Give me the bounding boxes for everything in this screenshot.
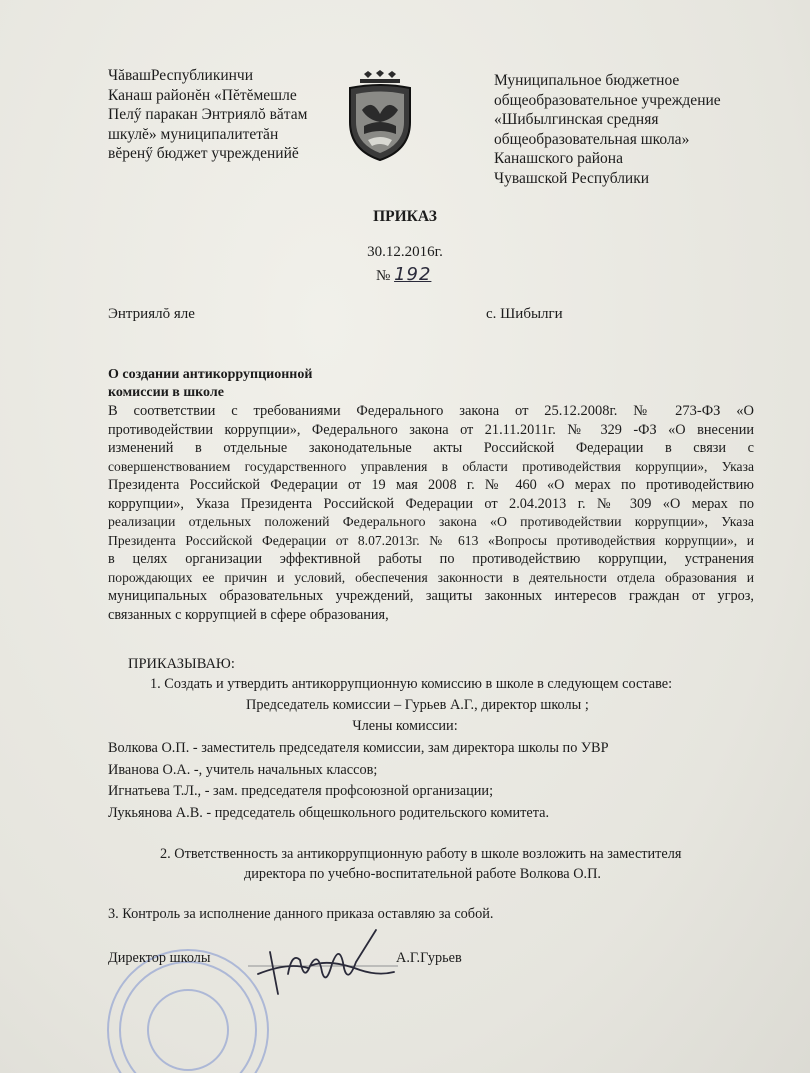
item-2-line-2: директора по учебно-воспитательной работе Волкова О.П. bbox=[244, 866, 601, 882]
order-word: ПРИКАЗЫВАЮ: bbox=[128, 656, 235, 672]
body-line: противодействии коррупции», Федерального закона от 21.11.2011г. № 329 -ФЗ «О внесении bbox=[108, 421, 754, 438]
body-line: в целях организации эффективной работы по противодействию коррупции, устранения bbox=[108, 551, 754, 567]
header-left-line: шкулĕ» муниципалитетăн bbox=[108, 125, 279, 143]
subject bbox=[108, 366, 312, 402]
members-list bbox=[108, 738, 609, 824]
header-right-line: общеобразовательное учреждение bbox=[494, 91, 721, 109]
member-item: Иванова О.А. -, учитель начальных классов; bbox=[108, 761, 378, 778]
signature-icon bbox=[248, 922, 398, 1002]
body-line: муниципальных образовательных учреждений, защиты законных интересов граждан от угроз, bbox=[108, 588, 754, 604]
members-heading: Члены комиссии: bbox=[352, 718, 458, 734]
member-item: Лукьянова А.В. - председатель общешкольного родительского комитета. bbox=[108, 804, 550, 821]
body-line: изменений в отдельные законодательные акты Российской Федерации в связи с bbox=[108, 440, 754, 456]
header-right bbox=[494, 71, 721, 188]
document-date: 30.12.2016г. bbox=[367, 244, 443, 260]
signature-name: А.Г.Гурьев bbox=[396, 950, 462, 966]
member-item: Игнатьева Т.Л., - зам. председателя профсоюзной организации; bbox=[108, 783, 494, 799]
body-paragraph bbox=[108, 402, 754, 624]
subject-line: О создании антикоррупционной bbox=[108, 367, 313, 382]
header-left-line: Пелӳ паракан Энтриялŏ вăтам bbox=[108, 106, 308, 123]
place-right: с. Шибылги bbox=[486, 306, 563, 322]
member-item: Волкова О.П. - заместитель председателя комиссии, зам директора школы по УВР bbox=[108, 740, 609, 756]
header-left-line: ЧăвашРеспубликинчи bbox=[108, 67, 254, 84]
item-1: 1. Создать и утвердить антикоррупционную комиссию в школе в следующем составе: bbox=[150, 676, 673, 692]
item-3: 3. Контроль за исполнение данного приказа оставляю за собой. bbox=[108, 906, 494, 922]
number-handwritten: 192 bbox=[394, 264, 432, 285]
header-left-line: вĕренӳ бюджет учрежденийĕ bbox=[108, 145, 299, 162]
header-right-line: Муниципальное бюджетное bbox=[494, 72, 680, 89]
subject-line: комиссии в школе bbox=[108, 385, 224, 400]
header-right-line: общеобразовательная школа» bbox=[494, 130, 690, 148]
document-title: ПРИКАЗ bbox=[373, 208, 437, 225]
body-line: связанных с коррупцией в сфере образования, bbox=[108, 606, 389, 623]
body-line: Президента Российской Федерации от 8.07.2013г. № 613 «Вопросы противодействия коррупции», и bbox=[108, 532, 754, 548]
body-line: коррупции», Указа Президента Российской Федерации от 2.04.2013 г. № 309 «О мерах по bbox=[108, 495, 754, 512]
header-left bbox=[108, 66, 307, 164]
body-line: Президента Российской Федерации от 19 мая 2008 г. № 460 «О мерах по противодействию bbox=[108, 477, 754, 493]
place-left: Энтриялŏ яле bbox=[108, 306, 195, 322]
document-number bbox=[376, 264, 431, 285]
header-right-line: «Шибылгинская средняя bbox=[494, 111, 659, 128]
signature-title: Директор школы bbox=[108, 950, 211, 966]
body-line: В соответствии с требованиями Федерального закона от 25.12.2008г. № 273-ФЗ «О bbox=[108, 403, 754, 419]
body-line: совершенствованием государственного управления в области противодействия коррупции», Указа bbox=[108, 458, 754, 474]
header-right-line: Чувашской Республики bbox=[494, 169, 650, 187]
body-line: реализации отдельных положений Федерального закона «О противодействии коррупции», Указа bbox=[108, 514, 754, 529]
chairman-line: Председатель комиссии – Гурьев А.Г., директор школы ; bbox=[246, 697, 589, 713]
body-line: порождающих ее причин и условий, обеспечения законности в деятельности отдела образования и bbox=[108, 569, 754, 585]
number-prefix: № bbox=[376, 268, 391, 284]
emblem-icon bbox=[342, 70, 418, 162]
header-left-line: Канаш районĕн «Пĕтĕмешле bbox=[108, 86, 297, 104]
header-right-line: Канашского района bbox=[494, 150, 623, 167]
item-2-line-1: 2. Ответственность за антикоррупционную работу в школе возложить на заместителя bbox=[160, 846, 682, 862]
